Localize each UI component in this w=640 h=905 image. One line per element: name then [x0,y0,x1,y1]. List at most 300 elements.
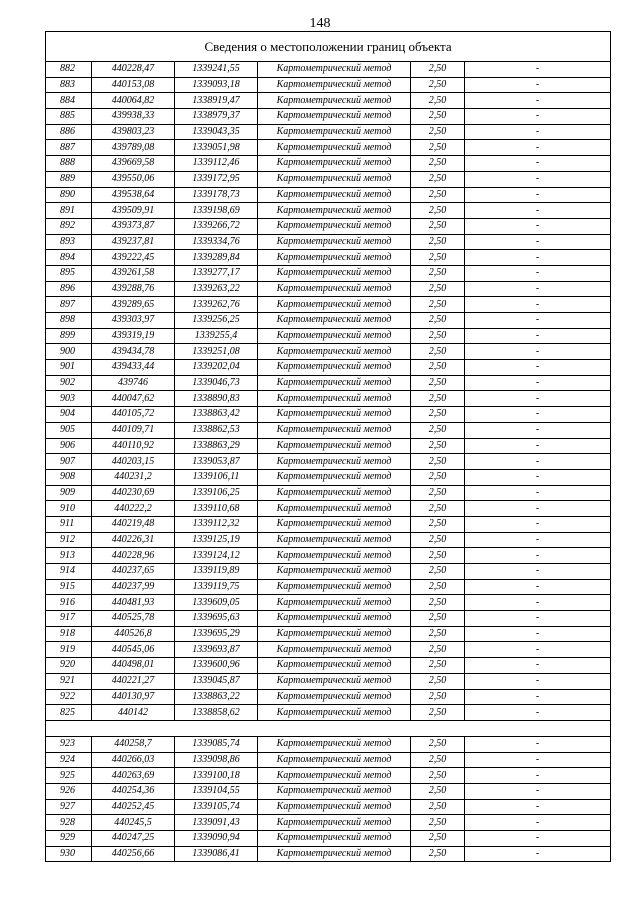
table-row [46,375,611,391]
y-coordinate-cell: 1339093,18 [175,77,258,93]
description-cell: - [465,846,611,862]
y-coordinate-cell: 1339251,08 [175,344,258,360]
point-number-cell: 909 [46,485,92,501]
description-cell: - [465,579,611,595]
description-cell: - [465,360,611,376]
y-coordinate-cell: 1339202,04 [175,360,258,376]
table-row [46,281,611,297]
x-coordinate-cell: 440219,48 [92,516,175,532]
y-coordinate-cell: 1338890,83 [175,391,258,407]
point-number-cell: 904 [46,407,92,423]
point-number-cell: 886 [46,124,92,140]
accuracy-cell: 2,50 [411,831,465,847]
y-coordinate-cell: 1338863,22 [175,689,258,705]
description-cell: - [465,469,611,485]
description-cell: - [465,391,611,407]
accuracy-cell: 2,50 [411,62,465,78]
method-cell: Картометрический метод [258,548,411,564]
x-coordinate-cell: 440237,99 [92,579,175,595]
method-cell: Картометрический метод [258,642,411,658]
method-cell: Картометрический метод [258,375,411,391]
y-coordinate-cell: 1338863,29 [175,438,258,454]
y-coordinate-cell: 1339053,87 [175,454,258,470]
page-number: 148 [309,16,331,31]
method-cell: Картометрический метод [258,595,411,611]
method-cell: Картометрический метод [258,187,411,203]
accuracy-cell: 2,50 [411,815,465,831]
x-coordinate-cell: 440498,01 [92,658,175,674]
accuracy-cell: 2,50 [411,140,465,156]
point-number-cell: 923 [46,736,92,752]
x-coordinate-cell: 440230,69 [92,485,175,501]
y-coordinate-cell: 1339106,25 [175,485,258,501]
y-coordinate-cell: 1339600,96 [175,658,258,674]
description-cell: - [465,203,611,219]
table-row [46,407,611,423]
method-cell: Картометрический метод [258,501,411,517]
method-cell: Картометрический метод [258,626,411,642]
x-coordinate-cell: 440222,2 [92,501,175,517]
point-number-cell: 899 [46,328,92,344]
method-cell: Картометрический метод [258,438,411,454]
description-cell: - [465,407,611,423]
point-number-cell: 918 [46,626,92,642]
table-row [46,93,611,109]
table-row [46,454,611,470]
accuracy-cell: 2,50 [411,485,465,501]
description-cell: - [465,736,611,752]
table-row [46,831,611,847]
method-cell: Картометрический метод [258,799,411,815]
accuracy-cell: 2,50 [411,297,465,313]
accuracy-cell: 2,50 [411,768,465,784]
method-cell: Картометрический метод [258,407,411,423]
description-cell: - [465,328,611,344]
table-row [46,642,611,658]
accuracy-cell: 2,50 [411,203,465,219]
y-coordinate-cell: 1339609,05 [175,595,258,611]
accuracy-cell: 2,50 [411,595,465,611]
point-number-cell: 922 [46,689,92,705]
table-row [46,297,611,313]
table-row [46,736,611,752]
method-cell: Картометрический метод [258,469,411,485]
table-row [46,344,611,360]
y-coordinate-cell: 1339289,84 [175,250,258,266]
x-coordinate-cell: 440258,7 [92,736,175,752]
method-cell: Картометрический метод [258,705,411,721]
x-coordinate-cell: 440256,66 [92,846,175,862]
x-coordinate-cell: 440245,5 [92,815,175,831]
x-coordinate-cell: 439319,19 [92,328,175,344]
y-coordinate-cell: 1339046,73 [175,375,258,391]
y-coordinate-cell: 1338858,62 [175,705,258,721]
accuracy-cell: 2,50 [411,171,465,187]
y-coordinate-cell: 1339124,12 [175,548,258,564]
description-cell: - [465,705,611,721]
point-number-cell: 895 [46,265,92,281]
description-cell: - [465,548,611,564]
table-title-row [46,32,611,62]
point-number-cell: 892 [46,218,92,234]
description-cell: - [465,768,611,784]
point-number-cell: 825 [46,705,92,721]
description-cell: - [465,642,611,658]
accuracy-cell: 2,50 [411,548,465,564]
point-number-cell: 903 [46,391,92,407]
method-cell: Картометрический метод [258,658,411,674]
point-number-cell: 908 [46,469,92,485]
accuracy-cell: 2,50 [411,564,465,580]
table-row [46,422,611,438]
method-cell: Картометрический метод [258,313,411,329]
description-cell: - [465,62,611,78]
description-cell: - [465,532,611,548]
point-number-cell: 919 [46,642,92,658]
point-number-cell: 929 [46,831,92,847]
accuracy-cell: 2,50 [411,234,465,250]
table-row [46,218,611,234]
y-coordinate-cell: 1339090,94 [175,831,258,847]
description-cell: - [465,673,611,689]
accuracy-cell: 2,50 [411,328,465,344]
method-cell: Картометрический метод [258,752,411,768]
x-coordinate-cell: 439373,87 [92,218,175,234]
accuracy-cell: 2,50 [411,265,465,281]
accuracy-cell: 2,50 [411,109,465,125]
description-cell: - [465,156,611,172]
method-cell: Картометрический метод [258,579,411,595]
description-cell: - [465,752,611,768]
accuracy-cell: 2,50 [411,846,465,862]
table-row [46,124,611,140]
point-number-cell: 888 [46,156,92,172]
point-number-cell: 924 [46,752,92,768]
method-cell: Картометрический метод [258,673,411,689]
accuracy-cell: 2,50 [411,187,465,203]
description-cell: - [465,799,611,815]
description-cell: - [465,438,611,454]
method-cell: Картометрический метод [258,109,411,125]
point-number-cell: 882 [46,62,92,78]
description-cell: - [465,454,611,470]
y-coordinate-cell: 1339100,18 [175,768,258,784]
y-coordinate-cell: 1339125,19 [175,532,258,548]
point-number-cell: 897 [46,297,92,313]
x-coordinate-cell: 439289,65 [92,297,175,313]
point-number-cell: 905 [46,422,92,438]
table-row [46,250,611,266]
table-row [46,203,611,219]
point-number-cell: 898 [46,313,92,329]
method-cell: Картометрический метод [258,391,411,407]
point-number-cell: 883 [46,77,92,93]
method-cell: Картометрический метод [258,93,411,109]
accuracy-cell: 2,50 [411,752,465,768]
accuracy-cell: 2,50 [411,689,465,705]
accuracy-cell: 2,50 [411,360,465,376]
accuracy-cell: 2,50 [411,705,465,721]
accuracy-cell: 2,50 [411,611,465,627]
y-coordinate-cell: 1339263,22 [175,281,258,297]
y-coordinate-cell: 1339086,41 [175,846,258,862]
accuracy-cell: 2,50 [411,736,465,752]
description-cell: - [465,171,611,187]
x-coordinate-cell: 440231,2 [92,469,175,485]
y-coordinate-cell: 1339256,25 [175,313,258,329]
group-separator-row [46,720,611,736]
x-coordinate-cell: 440247,25 [92,831,175,847]
accuracy-cell: 2,50 [411,422,465,438]
description-cell: - [465,783,611,799]
table-row [46,799,611,815]
accuracy-cell: 2,50 [411,156,465,172]
table-row [46,516,611,532]
y-coordinate-cell: 1339198,69 [175,203,258,219]
accuracy-cell: 2,50 [411,532,465,548]
y-coordinate-cell: 1339112,46 [175,156,258,172]
table-row [46,77,611,93]
method-cell: Картометрический метод [258,203,411,219]
x-coordinate-cell: 440228,96 [92,548,175,564]
y-coordinate-cell: 1339110,68 [175,501,258,517]
point-number-cell: 893 [46,234,92,250]
description-cell: - [465,626,611,642]
x-coordinate-cell: 440228,47 [92,62,175,78]
y-coordinate-cell: 1339695,29 [175,626,258,642]
method-cell: Картометрический метод [258,516,411,532]
method-cell: Картометрический метод [258,77,411,93]
x-coordinate-cell: 440047,62 [92,391,175,407]
accuracy-cell: 2,50 [411,673,465,689]
table-row [46,815,611,831]
table-row [46,501,611,517]
table-row [46,689,611,705]
accuracy-cell: 2,50 [411,344,465,360]
point-number-cell: 917 [46,611,92,627]
x-coordinate-cell: 440203,15 [92,454,175,470]
y-coordinate-cell: 1339104,55 [175,783,258,799]
y-coordinate-cell: 1339045,87 [175,673,258,689]
point-number-cell: 890 [46,187,92,203]
group-separator-cell [46,720,611,736]
description-cell: - [465,297,611,313]
point-number-cell: 889 [46,171,92,187]
method-cell: Картометрический метод [258,846,411,862]
x-coordinate-cell: 440226,31 [92,532,175,548]
point-number-cell: 921 [46,673,92,689]
description-cell: - [465,375,611,391]
x-coordinate-cell: 440142 [92,705,175,721]
y-coordinate-cell: 1338979,37 [175,109,258,125]
y-coordinate-cell: 1339119,89 [175,564,258,580]
x-coordinate-cell: 440545,06 [92,642,175,658]
point-number-cell: 925 [46,768,92,784]
description-cell: - [465,124,611,140]
accuracy-cell: 2,50 [411,642,465,658]
y-coordinate-cell: 1338919,47 [175,93,258,109]
description-cell: - [465,218,611,234]
table-row [46,109,611,125]
description-cell: - [465,313,611,329]
x-coordinate-cell: 440130,97 [92,689,175,705]
table-row [46,171,611,187]
table-row [46,469,611,485]
x-coordinate-cell: 440252,45 [92,799,175,815]
accuracy-cell: 2,50 [411,658,465,674]
method-cell: Картометрический метод [258,454,411,470]
y-coordinate-cell: 1339693,87 [175,642,258,658]
point-number-cell: 928 [46,815,92,831]
point-number-cell: 891 [46,203,92,219]
x-coordinate-cell: 439669,58 [92,156,175,172]
y-coordinate-cell: 1339119,75 [175,579,258,595]
y-coordinate-cell: 1339043,35 [175,124,258,140]
y-coordinate-cell: 1339105,74 [175,799,258,815]
table-row [46,485,611,501]
description-cell: - [465,485,611,501]
table-row [46,579,611,595]
method-cell: Картометрический метод [258,234,411,250]
description-cell: - [465,501,611,517]
description-cell: - [465,234,611,250]
method-cell: Картометрический метод [258,783,411,799]
method-cell: Картометрический метод [258,265,411,281]
description-cell: - [465,564,611,580]
x-coordinate-cell: 439237,81 [92,234,175,250]
table-row [46,564,611,580]
x-coordinate-cell: 439222,45 [92,250,175,266]
accuracy-cell: 2,50 [411,454,465,470]
method-cell: Картометрический метод [258,611,411,627]
point-number-cell: 914 [46,564,92,580]
point-number-cell: 896 [46,281,92,297]
x-coordinate-cell: 439288,76 [92,281,175,297]
y-coordinate-cell: 1339255,4 [175,328,258,344]
method-cell: Картометрический метод [258,344,411,360]
x-coordinate-cell: 439433,44 [92,360,175,376]
x-coordinate-cell: 439803,23 [92,124,175,140]
description-cell: - [465,187,611,203]
method-cell: Картометрический метод [258,736,411,752]
table-row [46,265,611,281]
x-coordinate-cell: 440064,82 [92,93,175,109]
point-number-cell: 926 [46,783,92,799]
y-coordinate-cell: 1339262,76 [175,297,258,313]
point-number-cell: 913 [46,548,92,564]
table-row [46,156,611,172]
x-coordinate-cell: 439789,08 [92,140,175,156]
accuracy-cell: 2,50 [411,783,465,799]
point-number-cell: 911 [46,516,92,532]
x-coordinate-cell: 440526,8 [92,626,175,642]
method-cell: Картометрический метод [258,831,411,847]
y-coordinate-cell: 1339334,76 [175,234,258,250]
table-row [46,360,611,376]
table-row [46,532,611,548]
point-number-cell: 906 [46,438,92,454]
description-cell: - [465,77,611,93]
point-number-cell: 930 [46,846,92,862]
method-cell: Картометрический метод [258,156,411,172]
x-coordinate-cell: 440237,65 [92,564,175,580]
table-row [46,752,611,768]
point-number-cell: 927 [46,799,92,815]
y-coordinate-cell: 1339098,86 [175,752,258,768]
table-row [46,783,611,799]
description-cell: - [465,595,611,611]
table-row [46,705,611,721]
table-row [46,846,611,862]
table-row [46,626,611,642]
method-cell: Картометрический метод [258,485,411,501]
accuracy-cell: 2,50 [411,516,465,532]
method-cell: Картометрический метод [258,532,411,548]
method-cell: Картометрический метод [258,422,411,438]
table-row [46,673,611,689]
accuracy-cell: 2,50 [411,124,465,140]
boundary-coordinates-table [45,31,611,862]
point-number-cell: 920 [46,658,92,674]
description-cell: - [465,689,611,705]
table-row [46,62,611,78]
y-coordinate-cell: 1339695,63 [175,611,258,627]
table-row [46,140,611,156]
x-coordinate-cell: 440254,36 [92,783,175,799]
method-cell: Картометрический метод [258,297,411,313]
point-number-cell: 916 [46,595,92,611]
description-cell: - [465,344,611,360]
description-cell: - [465,281,611,297]
y-coordinate-cell: 1338862,53 [175,422,258,438]
y-coordinate-cell: 1339085,74 [175,736,258,752]
y-coordinate-cell: 1339112,32 [175,516,258,532]
x-coordinate-cell: 440109,71 [92,422,175,438]
accuracy-cell: 2,50 [411,281,465,297]
description-cell: - [465,109,611,125]
table-title: Сведения о местоположении границ объекта [46,32,611,62]
table-row [46,328,611,344]
description-cell: - [465,93,611,109]
description-cell: - [465,265,611,281]
description-cell: - [465,815,611,831]
accuracy-cell: 2,50 [411,250,465,266]
accuracy-cell: 2,50 [411,77,465,93]
y-coordinate-cell: 1339051,98 [175,140,258,156]
y-coordinate-cell: 1338863,42 [175,407,258,423]
table-row [46,391,611,407]
method-cell: Картометрический метод [258,62,411,78]
description-cell: - [465,140,611,156]
point-number-cell: 887 [46,140,92,156]
method-cell: Картометрический метод [258,281,411,297]
y-coordinate-cell: 1339241,55 [175,62,258,78]
method-cell: Картометрический метод [258,360,411,376]
accuracy-cell: 2,50 [411,375,465,391]
point-number-cell: 885 [46,109,92,125]
x-coordinate-cell: 440266,03 [92,752,175,768]
method-cell: Картометрический метод [258,689,411,705]
accuracy-cell: 2,50 [411,469,465,485]
accuracy-cell: 2,50 [411,407,465,423]
accuracy-cell: 2,50 [411,626,465,642]
description-cell: - [465,611,611,627]
point-number-cell: 884 [46,93,92,109]
accuracy-cell: 2,50 [411,93,465,109]
point-number-cell: 912 [46,532,92,548]
description-cell: - [465,658,611,674]
method-cell: Картометрический метод [258,124,411,140]
